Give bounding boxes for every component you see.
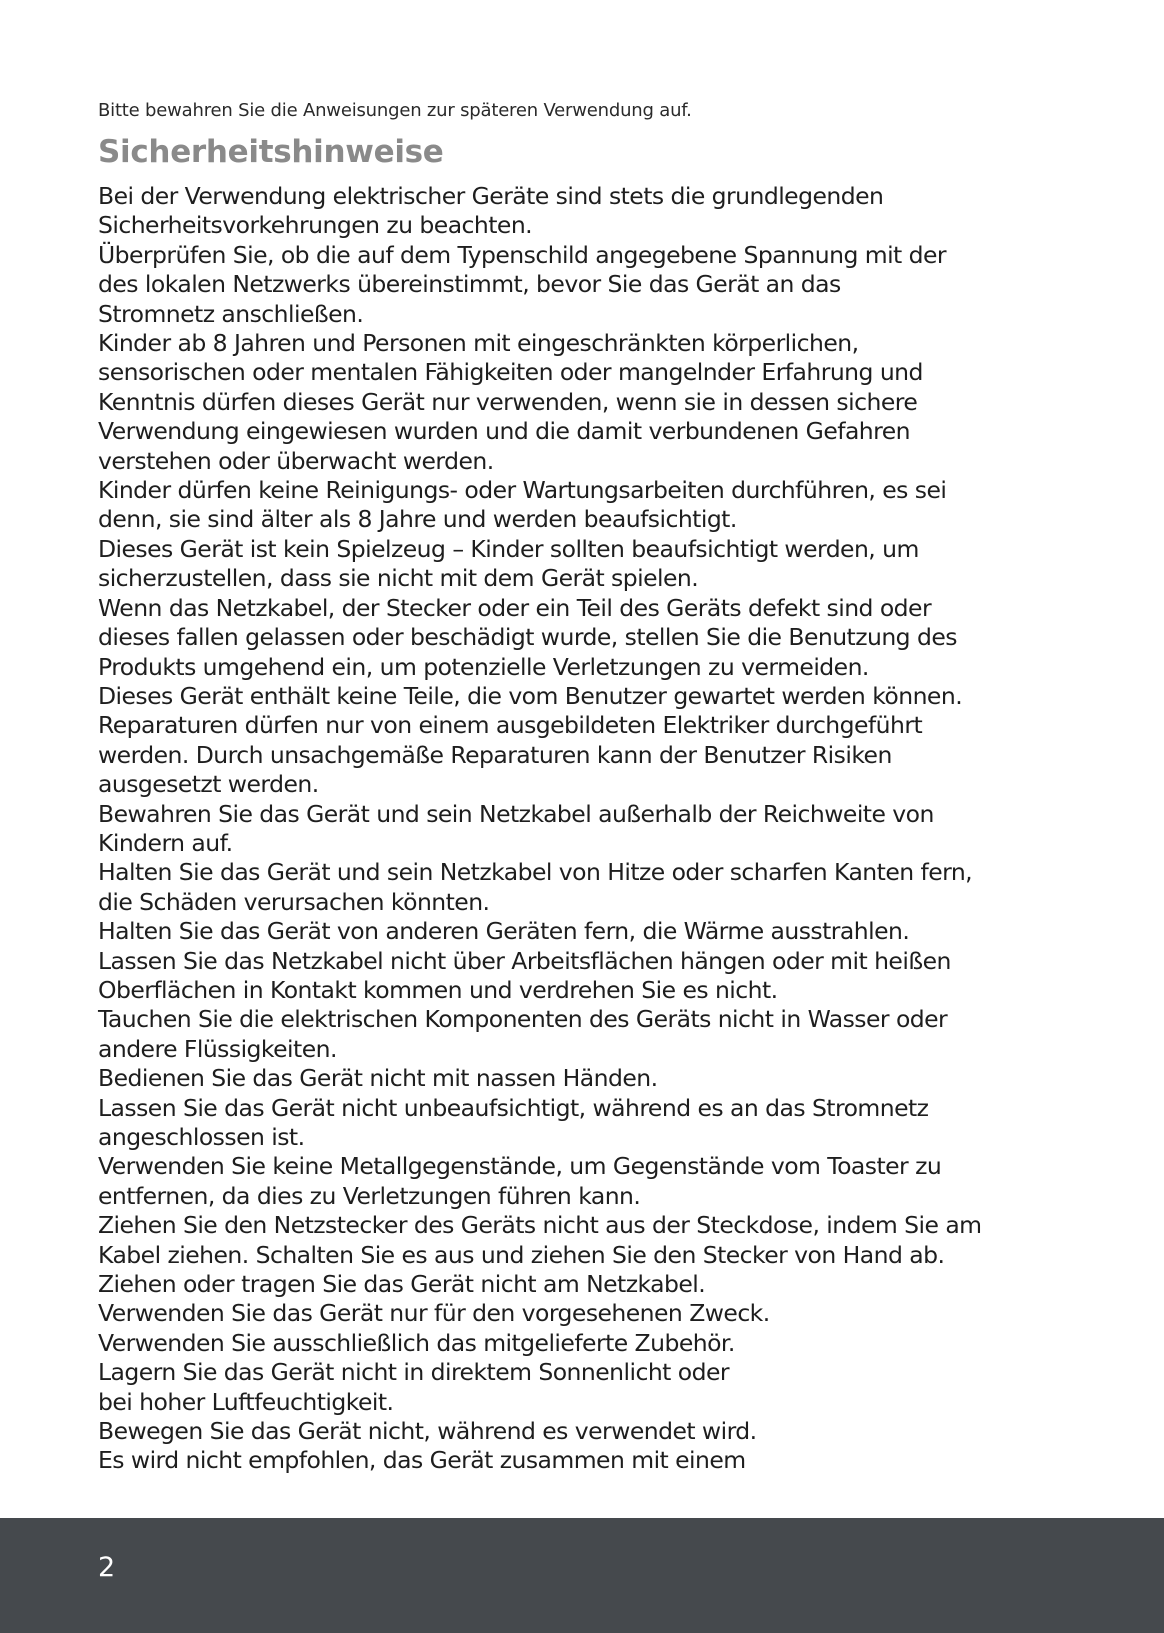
text-line: sicherzustellen, dass sie nicht mit dem Gerät spielen.	[98, 564, 699, 593]
page-content	[98, 98, 1098, 1476]
text-line: Tauchen Sie die elektrischen Komponenten des Geräts nicht in Wasser oder	[98, 1005, 948, 1034]
text-line: Verwenden Sie keine Metallgegenstände, um Gegenstände vom Toaster zu	[98, 1152, 942, 1181]
text-line: Verwenden Sie ausschließlich das mitgelieferte Zubehör.	[98, 1328, 735, 1357]
text-line: Halten Sie das Gerät von anderen Geräten fern, die Wärme ausstrahlen.	[98, 917, 910, 946]
text-line: Dieses Gerät enthält keine Teile, die vom Benutzer gewartet werden können.	[98, 681, 963, 710]
text-line: Sicherheitsvorkehrungen zu beachten.	[98, 211, 533, 240]
text-line: werden. Durch unsachgemäße Reparaturen kann der Benutzer Risiken	[98, 740, 892, 769]
text-line: Wenn das Netzkabel, der Stecker oder ein Teil des Geräts defekt sind oder	[98, 593, 932, 622]
text-line: angeschlossen ist.	[98, 1123, 305, 1151]
text-line: Produkts umgehend ein, um potenzielle Verletzungen zu vermeiden.	[98, 652, 869, 681]
text-line: Kindern auf.	[98, 828, 233, 857]
safety-instructions-list	[98, 182, 1098, 1476]
text-line: Bei der Verwendung elektrischer Geräte sind stets die grundlegenden	[98, 182, 884, 210]
text-line: Kenntnis dürfen dieses Gerät nur verwenden, wenn sie in dessen sichere	[98, 387, 918, 416]
text-line: Lassen Sie das Netzkabel nicht über Arbeitsflächen hängen oder mit heißen	[98, 946, 951, 975]
text-line: Kabel ziehen. Schalten Sie es aus und ziehen Sie den Stecker von Hand ab.	[98, 1240, 945, 1269]
text-line: Es wird nicht empfohlen, das Gerät zusammen mit einem	[98, 1446, 746, 1475]
text-line: Lagern Sie das Gerät nicht in direktem Sonnenlicht oder	[98, 1358, 729, 1387]
text-line: Verwendung eingewiesen wurden und die damit verbundenen Gefahren	[98, 417, 910, 446]
intro-note: Bitte bewahren Sie die Anweisungen zur späteren Verwendung auf.	[98, 100, 692, 121]
text-line: Bedienen Sie das Gerät nicht mit nassen Händen.	[98, 1064, 658, 1093]
text-line: Halten Sie das Gerät und sein Netzkabel von Hitze oder scharfen Kanten fern,	[98, 858, 973, 887]
section-heading: Sicherheitshinweise	[98, 134, 444, 170]
footer-band	[0, 1518, 1164, 1633]
text-line: Bewahren Sie das Gerät und sein Netzkabel außerhalb der Reichweite von	[98, 799, 934, 828]
text-line: Dieses Gerät ist kein Spielzeug – Kinder sollten beaufsichtigt werden, um	[98, 534, 919, 563]
text-line: Oberflächen in Kontakt kommen und verdrehen Sie es nicht.	[98, 975, 778, 1004]
text-line: denn, sie sind älter als 8 Jahre und werden beaufsichtigt.	[98, 505, 737, 534]
text-line: Reparaturen dürfen nur von einem ausgebildeten Elektriker durchgeführt	[98, 711, 923, 740]
text-line: sensorischen oder mentalen Fähigkeiten oder mangelnder Erfahrung und	[98, 358, 923, 387]
text-line: des lokalen Netzwerks übereinstimmt, bevor Sie das Gerät an das	[98, 270, 841, 299]
page-number: 2	[98, 1552, 116, 1583]
text-line: entfernen, da dies zu Verletzungen führen kann.	[98, 1181, 641, 1210]
text-line: Ziehen oder tragen Sie das Gerät nicht am Netzkabel.	[98, 1270, 706, 1299]
text-line: die Schäden verursachen könnten.	[98, 887, 490, 916]
text-line: ausgesetzt werden.	[98, 770, 319, 799]
text-line: bei hoher Luftfeuchtigkeit.	[98, 1387, 394, 1416]
text-line: Stromnetz anschließen.	[98, 299, 364, 328]
text-line: Kinder ab 8 Jahren und Personen mit eingeschränkten körperlichen,	[98, 329, 859, 358]
text-line: Kinder dürfen keine Reinigungs- oder Wartungsarbeiten durchführen, es sei	[98, 476, 947, 505]
text-line: dieses fallen gelassen oder beschädigt wurde, stellen Sie die Benutzung des	[98, 623, 957, 652]
text-line: Bewegen Sie das Gerät nicht, während es verwendet wird.	[98, 1417, 757, 1446]
text-line: andere Flüssigkeiten.	[98, 1034, 337, 1063]
text-line: Überprüfen Sie, ob die auf dem Typenschild angegebene Spannung mit der	[98, 240, 947, 269]
text-line: Ziehen Sie den Netzstecker des Geräts nicht aus der Steckdose, indem Sie am	[98, 1211, 982, 1240]
text-line: Lassen Sie das Gerät nicht unbeaufsichtigt, während es an das Stromnetz	[98, 1093, 929, 1122]
text-line: Verwenden Sie das Gerät nur für den vorgesehenen Zweck.	[98, 1299, 770, 1328]
text-line: verstehen oder überwacht werden.	[98, 446, 494, 475]
